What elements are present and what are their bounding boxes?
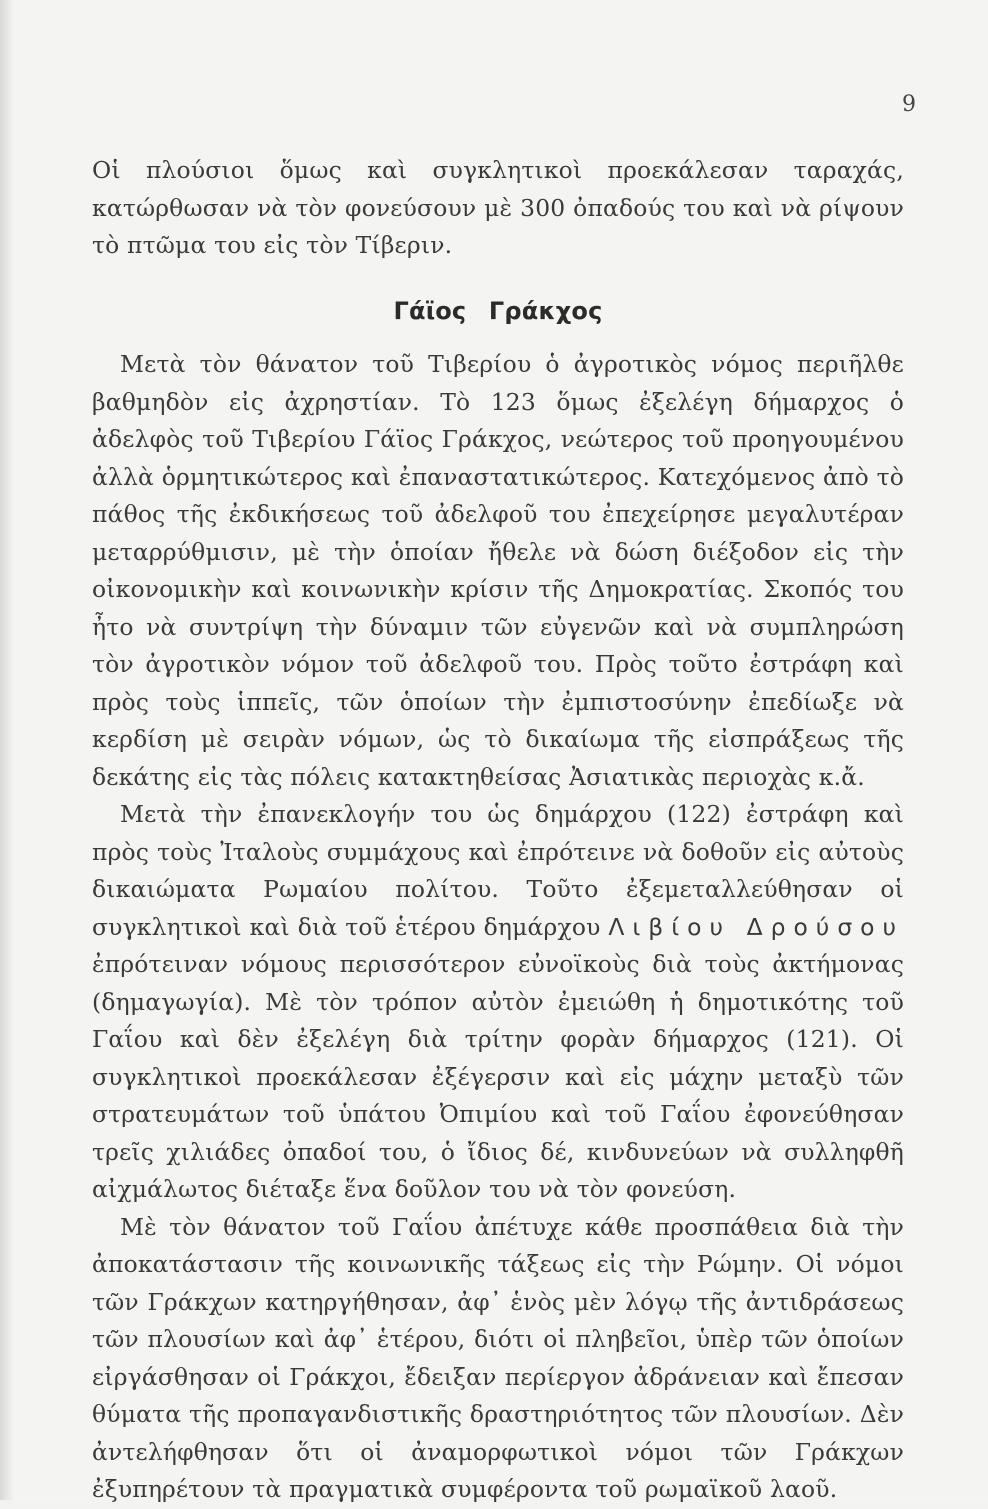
section-heading: Γάϊος Γράκχος bbox=[393, 296, 603, 325]
paragraph-2 bbox=[92, 796, 904, 1209]
body-text bbox=[92, 152, 904, 1509]
paragraph-2-part-b: ἐπρότειναν νόμους περισσότερον εὐνοϊκοὺς διὰ τοὺς ἀκτήμονας (δημαγωγία). Μὲ τὸν τρόπον αὐτὸν ἐμειώθη ἡ δημοτικότης τοῦ Γαΐου καὶ δὲν ἐξελέγη διὰ τρίτην φορὰν δήμαρχος (121). Οἱ συγκλητικοὶ προεκάλεσαν ἐξέγερσιν καὶ εἰς μάχην μεταξὺ τῶν στρατευμάτων τοῦ ὑπάτου Ὀπιμίου καὶ τοῦ Γαΐου ἐφονεύθησαν τρεῖς χιλιάδες ὀπαδοί του, ὁ ἴδιος δέ, κινδυνεύων νὰ συλληφθῆ αἰχμάλωτος διέταξε ἕνα δοῦλον του νὰ τὸν φονεύση. bbox=[92, 950, 904, 1203]
spaced-name-livius-drusus: Λιβίου Δρούσου bbox=[608, 912, 904, 941]
page-edge-shadow bbox=[0, 0, 14, 1500]
paragraph-intro: Οἱ πλούσιοι ὅμως καὶ συγκλητικοὶ προεκάλεσαν ταραχάς, κατώρθωσαν νὰ τὸν φονεύσουν μὲ 300 ὀπαδούς του καὶ νὰ ρίψουν τὸ πτῶμα του εἰς τὸν Τίβεριν. bbox=[92, 156, 904, 259]
page-number: 9 bbox=[902, 92, 916, 117]
paragraph-2-part-a: Μετὰ τὴν ἐπανεκλογήν του ὡς δημάρχου (122) ἐστράφη καὶ πρὸς τοὺς Ἰταλοὺς συμμάχους καὶ ἐπρότεινε νὰ δοθοῦν εἰς αὐτοὺς δικαιώματα Ρωμαίου πολίτου. Τοῦτο ἐξεμεταλλεύθησαν οἱ συγκλητικοὶ καὶ διὰ τοῦ ἑτέρου δημάρχου bbox=[92, 800, 904, 941]
paragraph-1: Μετὰ τὸν θάνατον τοῦ Τιβερίου ὁ ἀγροτικὸς νόμος περιῆλθε βαθμηδὸν εἰς ἀχρηστίαν. Τὸ 123 ὅμως ἐξελέγη δήμαρχος ὁ ἀδελφὸς τοῦ Τιβερίου Γάϊος Γράκχος, νεώτερος τοῦ προηγουμένου ἀλλὰ ὁρμητικώτερος καὶ ἐπαναστατικώτερος. Κατεχόμενος ἀπὸ τὸ πάθος τῆς ἐκδικήσεως τοῦ ἀδελφοῦ του ἐπεχείρησε μεγαλυτέραν μεταρρύθμισιν, μὲ τὴν ὁποίαν ἤθελε νὰ δώση διέξοδον εἰς τὴν οἰκονομικὴν καὶ κοινωνικὴν κρίσιν τῆς Δημοκρατίας. Σκοπός του ἦτο νὰ συντρίψη τὴν δύναμιν τῶν εὐγενῶν καὶ νὰ συμπληρώση τὸν ἀγροτικὸν νόμον τοῦ ἀδελφοῦ του. Πρὸς τοῦτο ἐστράφη καὶ πρὸς τοὺς ἱππεῖς, τῶν ὁποίων τὴν ἐμπιστοσύνην ἐπεδίωξε νὰ κερδίση μὲ σειρὰν νόμων, ὡς τὸ δικαίωμα τῆς εἰσπράξεως τῆς δεκάτης εἰς τὰς πόλεις κατακτηθείσας Ἀσιατικὰς περιοχὰς κ.ἄ. bbox=[92, 350, 904, 791]
paragraph-3: Μὲ τὸν θάνατον τοῦ Γαΐου ἀπέτυχε κάθε προσπάθεια διὰ τὴν ἀποκατάστασιν τῆς κοινωνικῆς τάξεως εἰς τὴν Ρώμην. Οἱ νόμοι τῶν Γράκχων κατηργήθησαν, ἀφ᾽ ἑνὸς μὲν λόγῳ τῆς ἀντιδράσεως τῶν πλουσίων καὶ ἀφ᾽ ἑτέρου, διότι οἱ πληβεῖοι, ὑπὲρ τῶν ὁποίων εἰργάσθησαν οἱ Γράκχοι, ἔδειξαν περίεργον ἀδράνειαν καὶ ἔπεσαν θύματα τῆς προπαγανδιστικῆς δραστηριότητος τῶν πλουσίων. Δὲν ἀντελήφθησαν ὅτι οἱ ἀναμορφωτικοὶ νόμοι τῶν Γράκχων ἐξυπηρέτουν τὰ πραγματικὰ συμφέροντα τοῦ ρωμαϊκοῦ λαοῦ. bbox=[92, 1212, 904, 1503]
